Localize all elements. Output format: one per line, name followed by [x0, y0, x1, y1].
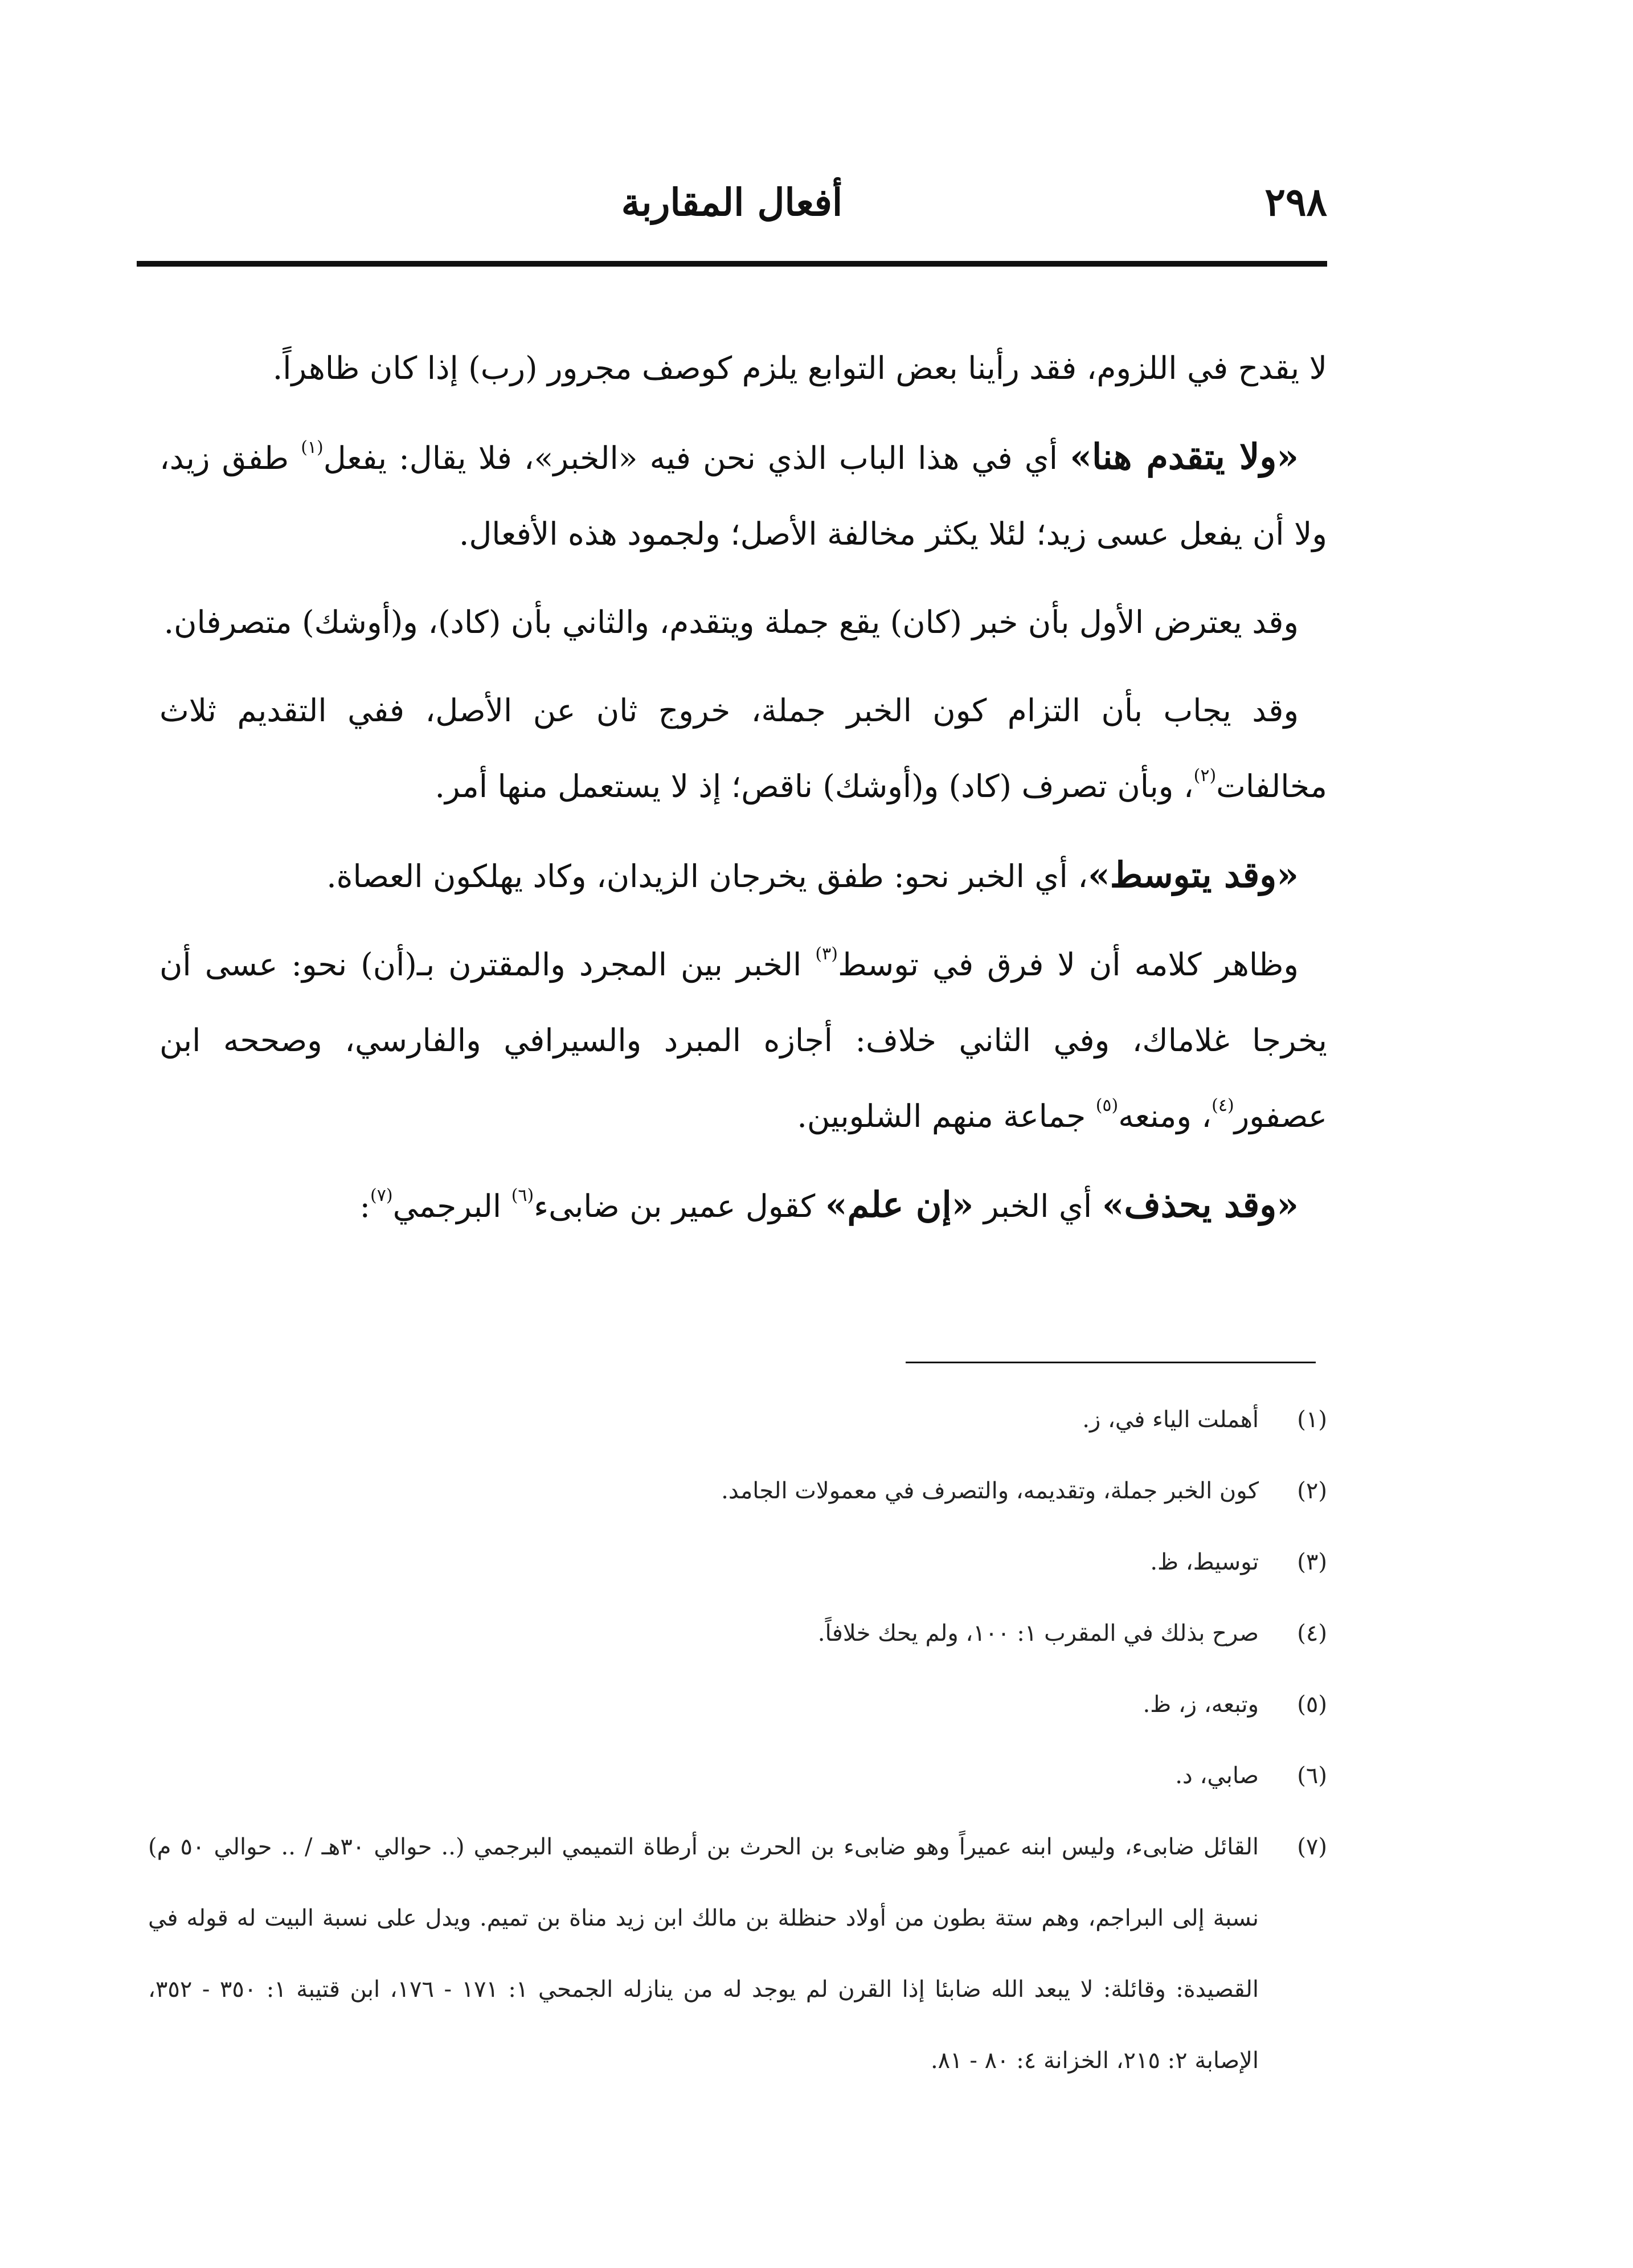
keyword: «وقد يتوسط» — [1087, 854, 1299, 896]
footnote-ref[interactable]: (٧) — [370, 1186, 393, 1205]
paragraph-7: «وقد يحذف» أي الخبر «إن علم» كقول عمير بن ضابىء$^{(٦)}$ البرجمي$^{(٧)}$: — [359, 1184, 1299, 1225]
footnote-ref[interactable]: (٦) — [511, 1186, 534, 1205]
footnote-item — [148, 1456, 1327, 1527]
paragraph-5: «وقد يتوسط»، أي الخبر نحو: طفق يخرجان الزيدان، وكاد يهلكون العصاة. — [326, 854, 1299, 896]
footnote-item — [148, 1384, 1327, 1456]
main-text — [159, 330, 1327, 1244]
footnote-ref[interactable]: (١) — [301, 438, 324, 457]
footnote-item — [148, 1740, 1327, 1812]
footnote-ref[interactable]: (٥) — [1095, 1096, 1119, 1115]
header-rule — [137, 261, 1327, 267]
footnote-text: صابي، د. — [1175, 1763, 1259, 1789]
footnote-separator — [906, 1362, 1316, 1363]
footnote-text: القائل ضابىء، وليس ابنه عميراً وهو ضابىء بن الحرث بن أرطاة التميمي البرجمي (.. حوالي ٣٠هـ / .. حوالي ٥٠ م) نسبة إلى البراجم، وهم ستة بطون من أولاد حنظلة بن مالك ابن زيد مناة بن تميم. ويدل على نسبة البيت له قوله في القصيدة: وقائلة: لا يبعد الله ضابئا إذا القرن لم يوجد له من ينازله الجمحي ١: ١٧١ - ١٧٦، ابن قتيبة ١: ٣٥٠ - ٣٥٢، الإصابة ٢: ٢١٥، الخزانة ٤: ٨٠ - ٨١. — [148, 1834, 1259, 2074]
footnotes-list — [148, 1384, 1327, 2097]
page-number: ٢٩٨ — [1264, 179, 1327, 225]
footnote-text: توسيط، ظ. — [1150, 1549, 1259, 1575]
footnote-text: صرح بذلك في المقرب ١: ١٠٠، ولم يحك خلافاً. — [817, 1620, 1259, 1646]
footnote-text: أهملت الياء في، ز. — [1082, 1407, 1259, 1433]
footnote-number: (٦) — [1297, 1763, 1327, 1789]
keyword: «إن علم» — [825, 1184, 974, 1225]
keyword: «وقد يحذف» — [1102, 1184, 1299, 1225]
footnote-item — [148, 1527, 1327, 1598]
footnote-item — [148, 1598, 1327, 1669]
paragraph-1: لا يقدح في اللزوم، فقد رأينا بعض التوابع يلزم كوصف مجرور (رب) إذا كان ظاهراً. — [272, 350, 1327, 386]
footnote-text: وتبعه، ز، ظ. — [1143, 1691, 1259, 1718]
footnote-number: (٥) — [1297, 1691, 1327, 1718]
footnote-ref[interactable]: (٣) — [815, 944, 838, 964]
page-header — [137, 171, 1327, 234]
paragraph-4: وقد يجاب بأن التزام كون الخبر جملة، خروج ثان عن الأصل، ففي التقديم ثلاث مخالفات$^{(٢)}$، وبأن تصرف (كاد) و(أوشك) ناقص؛ إذ لا يستعمل منها أمر. — [159, 692, 1327, 804]
footnote-number: (٤) — [1297, 1620, 1327, 1646]
paragraph-6: وظاهر كلامه أن لا فرق في توسط$^{(٣)}$ الخبر بين المجرد والمقترن بـ(أن) نحو: عسى أن يخرجا غلاماك، وفي الثاني خلاف: أجازه المبرد والسيرافي والفارسي، وصححه ابن عصفور$^{(٤)}$، ومنعه$^{(٥)}$ جماعة منهم الشلوبين. — [159, 944, 1327, 1134]
footnote-item — [148, 1812, 1327, 2097]
keyword: «ولا يتقدم هنا» — [1070, 436, 1299, 477]
footnote-number: (٧) — [1297, 1834, 1327, 1860]
footnote-item — [148, 1669, 1327, 1740]
paragraph-3: وقد يعترض الأول بأن خبر (كان) يقع جملة ويتقدم، والثاني بأن (كاد)، و(أوشك) متصرفان. — [163, 604, 1299, 640]
footnote-number: (٣) — [1297, 1549, 1327, 1575]
footnote-number: (١) — [1297, 1407, 1327, 1433]
footnote-ref[interactable]: (٤) — [1212, 1096, 1234, 1115]
footnote-text: كون الخبر جملة، وتقديمه، والتصرف في معمولات الجامد. — [721, 1478, 1259, 1504]
footnote-ref[interactable]: (٢) — [1193, 766, 1217, 786]
footnote-number: (٢) — [1297, 1478, 1327, 1504]
running-title: أفعال المقاربة — [621, 180, 843, 224]
paragraph-2: «ولا يتقدم هنا» أي في هذا الباب الذي نحن فيه «الخبر»، فلا يقال: يفعل$^{(١)}$ طفق زيد، ولا أن يفعل عسى زيد؛ لئلا يكثر مخالفة الأصل؛ ولجمود هذه الأفعال. — [159, 436, 1327, 552]
